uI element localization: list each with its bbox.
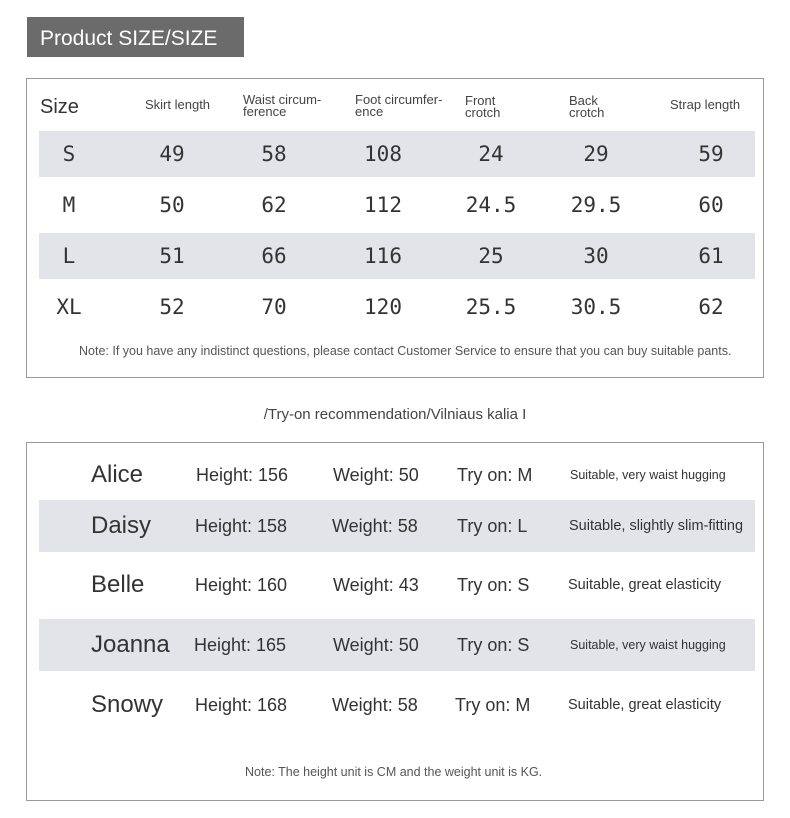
header-waist-line1: Waist circum- (243, 92, 322, 107)
size-cell: S (62, 142, 76, 166)
model-tryon-size: Try on: M (457, 465, 533, 485)
tryon-row (39, 449, 755, 501)
model-weight: Weight: 50 (333, 635, 419, 655)
model-tryon-size: Try on: M (455, 695, 531, 715)
header-waist-line2: ference (243, 104, 287, 119)
model-comment: Suitable, great elasticity (568, 577, 722, 593)
skirt-length-cell: 51 (159, 244, 185, 268)
tryon-row (39, 559, 755, 611)
model-weight: Weight: 50 (333, 465, 419, 485)
model-weight: Weight: 58 (332, 516, 418, 536)
header-foot-line2: ence (355, 104, 384, 119)
size-note: Note: If you have any indistinct questions, please contact Customer Service to ensure that you can buy suitable pants. (79, 344, 732, 358)
model-height: Height: 156 (196, 465, 289, 485)
header-back-line1: Back (569, 93, 598, 108)
model-name: Joanna (91, 631, 170, 658)
size-cell: M (62, 193, 76, 217)
model-name: Belle (91, 571, 145, 598)
model-comment: Suitable, slightly slim-fitting (569, 518, 744, 534)
front-crotch-cell: 24.5 (465, 193, 517, 217)
size-chart (26, 78, 764, 378)
tryon-row (39, 500, 755, 552)
model-weight: Weight: 43 (333, 575, 419, 595)
model-height: Height: 160 (195, 575, 288, 595)
front-crotch-cell: 25 (478, 244, 504, 268)
strap-length-cell: 60 (698, 193, 724, 217)
model-height: Height: 165 (194, 635, 287, 655)
header-back-line2: crotch (569, 105, 605, 120)
header-size: Size (40, 96, 79, 118)
waist-cell: 58 (261, 142, 287, 166)
header-front-line2: crotch (465, 105, 501, 120)
size-cell: XL (56, 295, 82, 319)
model-comment: Suitable, great elasticity (568, 697, 722, 713)
tryon-row (39, 619, 755, 671)
back-crotch-cell: 30 (583, 244, 609, 268)
model-tryon-size: Try on: L (457, 516, 528, 536)
strap-length-cell: 62 (698, 295, 724, 319)
tryon-row (39, 679, 755, 731)
model-height: Height: 168 (195, 695, 288, 715)
size-row-s (39, 131, 755, 177)
foot-cell: 116 (364, 244, 402, 268)
back-crotch-cell: 29 (583, 142, 609, 166)
model-tryon-size: Try on: S (457, 635, 530, 655)
header-foot-line1: Foot circumfer- (355, 92, 443, 107)
waist-cell: 62 (261, 193, 287, 217)
tryon-subtitle: /Try-on recommendation/Vilniaus kalia I (263, 406, 527, 423)
tryon-table (26, 442, 764, 801)
model-height: Height: 158 (195, 516, 288, 536)
skirt-length-cell: 52 (159, 295, 185, 319)
header-strap-length: Strap length (670, 97, 741, 112)
model-comment: Suitable, very waist hugging (570, 638, 726, 652)
model-tryon-size: Try on: S (457, 575, 530, 595)
header-skirt-length: Skirt length (145, 97, 211, 112)
foot-cell: 108 (364, 142, 402, 166)
model-name: Alice (91, 461, 144, 488)
size-cell: L (62, 244, 76, 268)
page-title: Product SIZE/SIZE (27, 17, 244, 57)
size-row-m (39, 182, 755, 228)
front-crotch-cell: 25.5 (465, 295, 517, 319)
size-row-l (39, 233, 755, 279)
model-comment: Suitable, very waist hugging (570, 468, 726, 482)
front-crotch-cell: 24 (478, 142, 504, 166)
waist-cell: 70 (261, 295, 287, 319)
strap-length-cell: 61 (698, 244, 724, 268)
model-weight: Weight: 58 (332, 695, 418, 715)
skirt-length-cell: 49 (159, 142, 185, 166)
back-crotch-cell: 30.5 (570, 295, 622, 319)
model-name: Daisy (91, 512, 152, 539)
tryon-note: Note: The height unit is CM and the weight unit is KG. (245, 765, 543, 779)
waist-cell: 66 (261, 244, 287, 268)
size-row-xl (39, 284, 755, 330)
back-crotch-cell: 29.5 (570, 193, 622, 217)
foot-cell: 120 (364, 295, 402, 319)
foot-cell: 112 (364, 193, 402, 217)
model-name: Snowy (91, 691, 164, 718)
strap-length-cell: 59 (698, 142, 724, 166)
header-front-line1: Front (465, 93, 496, 108)
skirt-length-cell: 50 (159, 193, 185, 217)
